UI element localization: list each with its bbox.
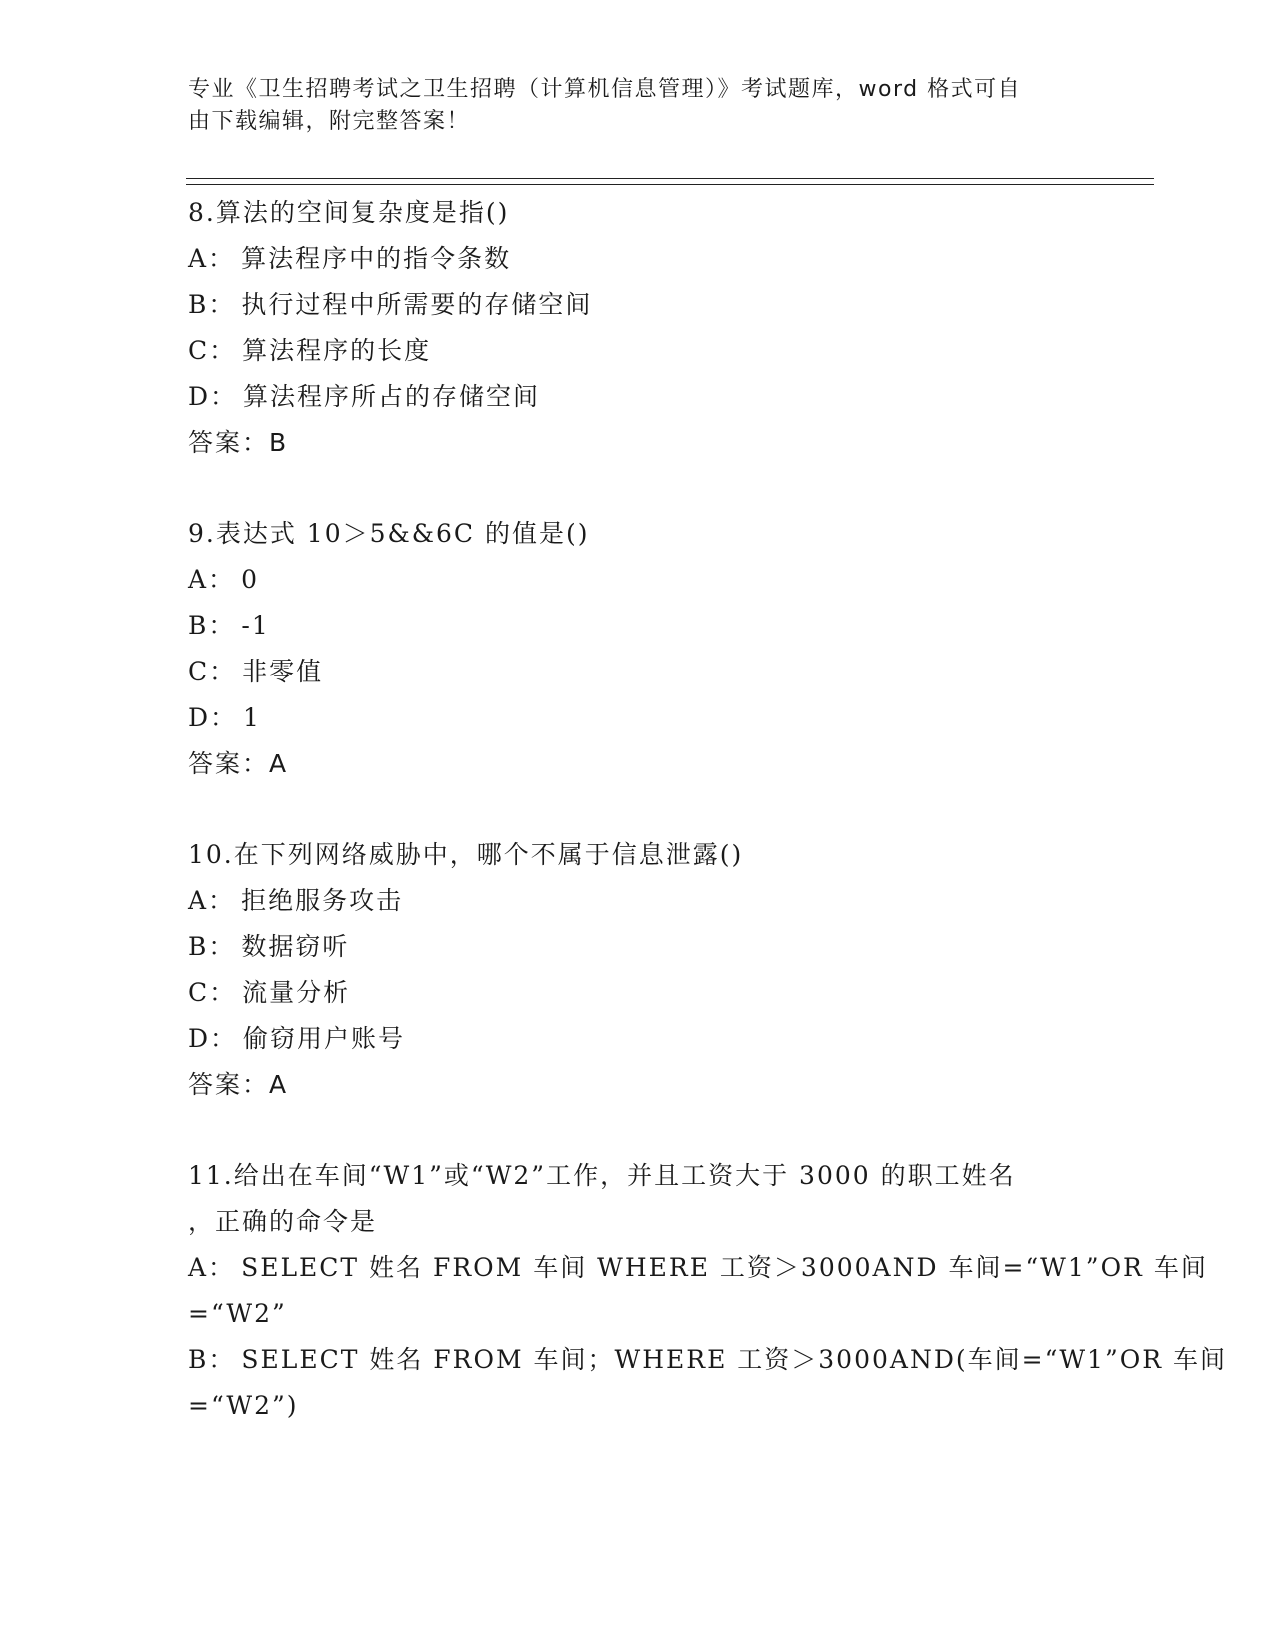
question-stem: 9.表达式 10＞5&&6C 的值是(): [188, 519, 590, 548]
option-text: SELECT 姓名 FROM 车间；WHERE 工资＞3000AND(车间=“W1”OR 车间: [241, 1345, 1228, 1374]
option-text: 算法程序的长度: [242, 336, 432, 365]
option-b: [188, 603, 1088, 649]
question-stem: 10.在下列网络威胁中，哪个不属于信息泄露(): [188, 840, 744, 869]
question-stem-line-1: 11.给出在车间“W1”或“W2”工作，并且工资大于 3000 的职工姓名: [188, 1161, 1016, 1190]
question-11: [188, 1153, 1228, 1429]
question-list: [188, 190, 1228, 1429]
header-divider-bottom: [186, 184, 1154, 185]
header-divider-top: [186, 178, 1154, 179]
option-text: -1: [241, 611, 270, 640]
option-text: SELECT 姓名 FROM 车间 WHERE 工资＞3000AND 车间=“W1”OR 车间: [241, 1253, 1208, 1282]
answer-line: 答案：A: [188, 1070, 289, 1099]
option-d: [188, 695, 1088, 741]
option-label: A：: [188, 244, 236, 273]
question-stem-line-2: ，正确的命令是: [188, 1207, 378, 1236]
question-8: [188, 190, 1088, 466]
option-label: D：: [188, 703, 238, 732]
option-a: [188, 557, 1088, 603]
question-9: [188, 511, 1088, 787]
option-b: [188, 282, 1088, 328]
option-a: [188, 1245, 1208, 1291]
option-text: 算法程序中的指令条数: [241, 244, 512, 273]
option-b: [188, 1337, 1228, 1383]
answer-line: 答案：B: [188, 428, 289, 457]
option-d: [188, 374, 1088, 420]
option-a: [188, 878, 1088, 924]
document-header: [188, 74, 1068, 138]
option-label: B：: [188, 290, 236, 319]
header-line-1: 专业《卫生招聘考试之卫生招聘（计算机信息管理）》考试题库，word 格式可自: [188, 77, 1022, 102]
option-d: [188, 1016, 1088, 1062]
option-label: A：: [188, 565, 236, 594]
option-text: 数据窃听: [241, 932, 350, 961]
option-label: C：: [188, 336, 237, 365]
option-label: C：: [188, 657, 237, 686]
option-label: A：: [188, 1253, 236, 1282]
option-text: 执行过程中所需要的存储空间: [241, 290, 593, 319]
option-text: 非零值: [242, 657, 324, 686]
option-text: 0: [241, 565, 259, 594]
option-a: [188, 236, 1088, 282]
option-label: D：: [188, 1024, 238, 1053]
question-stem: 8.算法的空间复杂度是指(): [188, 198, 510, 227]
option-c: [188, 649, 1088, 695]
option-text: 流量分析: [242, 978, 351, 1007]
option-label: B：: [188, 1345, 236, 1374]
option-label: B：: [188, 611, 236, 640]
option-c: [188, 328, 1088, 374]
question-10: [188, 832, 1088, 1108]
option-label: A：: [188, 886, 236, 915]
header-line-2: 由下载编辑，附完整答案！: [188, 109, 471, 134]
option-a-continued: =“W2”: [188, 1299, 287, 1328]
option-label: B：: [188, 932, 236, 961]
option-b-continued: =“W2”): [188, 1391, 299, 1420]
option-label: C：: [188, 978, 237, 1007]
option-c: [188, 970, 1088, 1016]
option-text: 1: [243, 703, 261, 732]
answer-line: 答案：A: [188, 749, 289, 778]
option-label: D：: [188, 382, 238, 411]
option-b: [188, 924, 1088, 970]
option-text: 偷窃用户账号: [243, 1024, 406, 1053]
option-text: 拒绝服务攻击: [241, 886, 404, 915]
option-text: 算法程序所占的存储空间: [243, 382, 541, 411]
